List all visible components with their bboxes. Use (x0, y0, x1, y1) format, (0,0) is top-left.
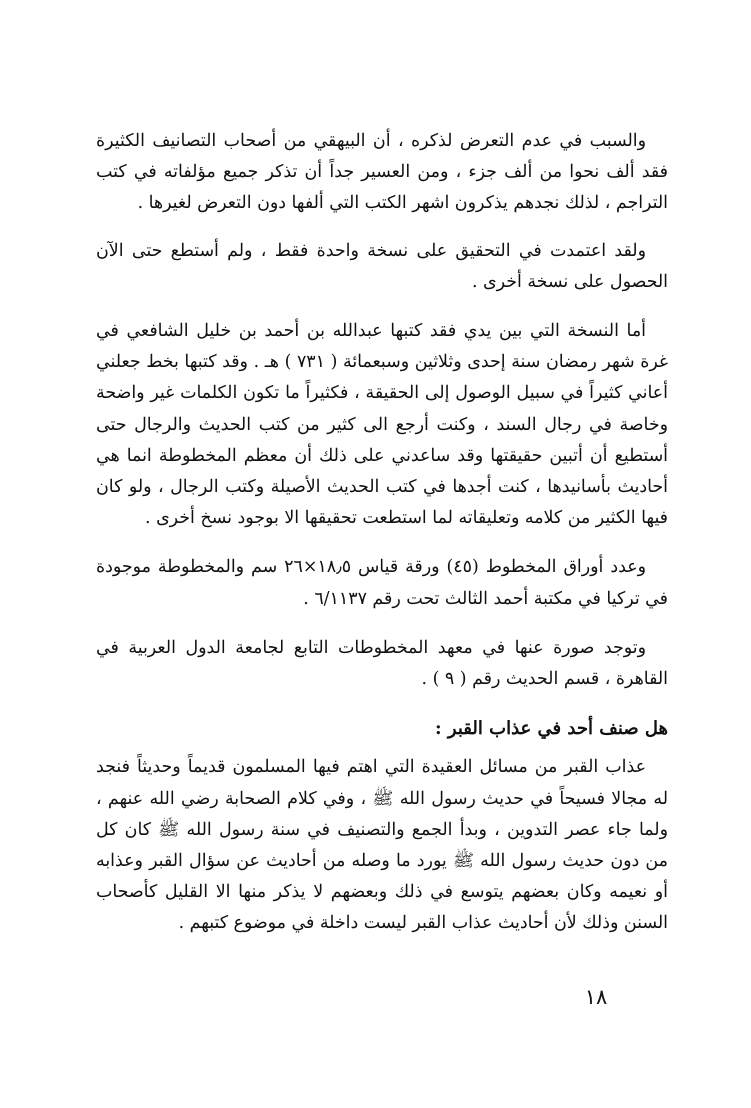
paragraph-grave-punishment: عذاب القبر من مسائل العقيدة التي اهتم فيها المسلمون قديماً وحديثاً فنجد له مجالا فسيحاً في حديث رسول الله ﷺ ، وفي كلام الصحابة رضي الله عنهم ، ولما جاء عصر التدوين ، وبدأ الجمع والتصنيف في سنة رسول الله ﷺ كان كل من دون حديث رسول الله ﷺ يورد ما وصله من أحاديث عن سؤال القبر وعذابه أو نعيمه وكان بعضهم يتوسع في ذلك وبعضهم لا يذكر منها الا القليل كأصحاب السنن وذلك لأن أحاديث عذاب القبر ليست داخلة في موضوع كتبهم . (96, 757, 668, 934)
paragraph-manuscript-description: أما النسخة التي بين يدي فقد كتبها عبدالله بن أحمد بن خليل الشافعي في غرة شهر رمضان سنة إحدى وثلاثين وسبعمائة ( ٧٣١ ) هـ . وقد كتبها بخط جعلني أعاني كثيراً في سبيل الوصول إلى الحقيقة ، فكثيراً ما تكون الكلمات غير واضحة وخاصة في رجال السند ، وكنت أرجع الى كثير من كتب الحديث والرجال حتى أستطيع أن أتبين حقيقتها وقد ساعدني على ذلك أن معظم المخطوطة انما هي أحاديث بأسانيدها ، كنت أجدها في كتب الحديث الأصيلة وكتب الرجال ، ولو كان فيها الكثير من كلامه وتعليقاته لما استطعت تحقيقها الا بوجود نسخ أخرى . (96, 321, 669, 529)
paragraph-reason: والسبب في عدم التعرض لذكره ، أن البيهقي من أصحاب التصانيف الكثيرة فقد ألف نحوا من ألف جزء ، ومن العسير جداً أن تذكر جميع مؤلفاته في كتب التراجم ، لذلك نجدهم يذكرون اشهر الكتب التي ألفها دون التعرض لغيرها . (96, 131, 668, 214)
paragraph-manuscript-pages: وعدد أوراق المخطوط (٤٥) ورقة قياس ١٨٫٥×٢٦ سم والمخطوطة موجودة في تركيا في مكتبة أحمد الثالث تحت رقم ٦/١١٣٧ . (96, 557, 668, 609)
paragraph-manuscript-copy: وتوجد صورة عنها في معهد المخطوطات التابع لجامعة الدول العربية في القاهرة ، قسم الحديث رقم ( ٩ ) . (96, 637, 668, 690)
page-body (96, 126, 668, 958)
page-number: ١٨ (584, 985, 608, 1009)
section-heading: هل صنف أحد في عذاب القبر : (435, 718, 668, 740)
paragraph-single-copy: ولقد اعتمدت في التحقيق على نسخة واحدة فقط ، ولم أستطع حتى الآن الحصول على نسخة أخرى . (96, 240, 668, 292)
